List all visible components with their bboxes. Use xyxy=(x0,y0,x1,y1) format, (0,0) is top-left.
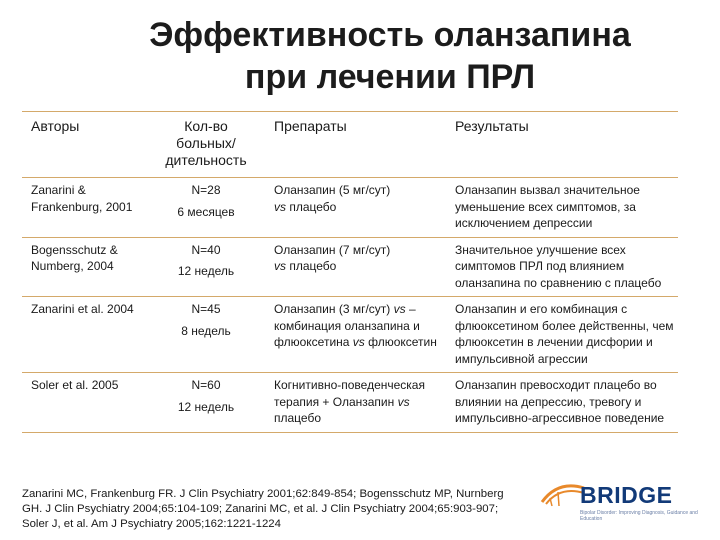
results-table xyxy=(22,111,678,433)
header-authors: Авторы xyxy=(31,118,80,134)
header-results: Результаты xyxy=(455,118,529,134)
cell-duration: 8 недель xyxy=(181,323,231,338)
cell-n: N=60 xyxy=(191,378,221,392)
cell-patients xyxy=(147,377,265,427)
drugs-text: плацебо xyxy=(286,199,337,214)
cell-duration: 12 недель xyxy=(177,264,235,278)
drugs-vs: vs xyxy=(274,199,286,214)
header-patients-line2: больных/ xyxy=(176,135,236,151)
cell-duration: 12 недель xyxy=(177,399,235,414)
drugs-text: флюоксетин xyxy=(364,335,437,349)
cell-drugs xyxy=(265,242,446,292)
bridge-logo-word: BRIDGE xyxy=(580,482,673,508)
cell-results: Значительное улучшение всех симптомов ПРЛ под влиянием оланзапина по сравнению с плацебо xyxy=(455,242,662,290)
drugs-vs: vs xyxy=(397,394,410,409)
cell-drugs xyxy=(265,377,446,427)
cell-results: Оланзапин превосходит плацебо во влиянии на депрессию, тревогу и импульсивно-агрессивное поведение xyxy=(455,378,665,425)
cell-n: N=45 xyxy=(191,302,221,316)
cell-patients xyxy=(147,182,265,232)
drugs-text: плацебо xyxy=(274,411,321,425)
drugs-text: Оланзапин (7 мг/сут) xyxy=(274,242,391,257)
slide-title-line2: при лечении ПРЛ xyxy=(244,58,536,96)
drugs-vs: vs xyxy=(393,302,406,316)
drugs-vs: vs xyxy=(274,259,286,273)
header-patients-line3: дительность xyxy=(165,152,247,168)
slide-title xyxy=(90,14,690,98)
cell-patients xyxy=(147,301,265,367)
table-row xyxy=(22,178,678,238)
cell-results: Оланзапин и его комбинация с флюоксетином более действенны, чем флюоксетин в лечении дисфории и импульсивной агрессии xyxy=(455,302,674,366)
drugs-text: Когнитивно-поведенческая терапия + Оланзапин xyxy=(274,378,425,409)
cell-drugs xyxy=(265,182,446,232)
bridge-logo-subtitle: Bipolar Disorder: Improving Diagnosis, Guidance and Education xyxy=(580,510,698,522)
table-row xyxy=(22,238,678,298)
cell-drugs xyxy=(265,301,446,367)
cell-authors: Zanarini et al. 2004 xyxy=(31,302,134,316)
cell-n: N=28 xyxy=(191,183,221,197)
cell-authors: Zanarini & Frankenburg, 2001 xyxy=(31,183,133,214)
cell-authors: Soler et al. 2005 xyxy=(31,378,119,392)
drugs-vs: vs xyxy=(352,335,365,349)
table-header-row xyxy=(22,112,678,178)
cell-results: Оланзапин вызвал значительное уменьшение всех симптомов, за исключением депрессии xyxy=(455,183,640,230)
drugs-text: плацебо xyxy=(286,259,337,273)
drugs-text: Оланзапин (5 мг/сут) xyxy=(274,183,391,197)
drugs-text: – комбинация оланзапина и флюоксетина xyxy=(274,302,420,349)
references-footnote: Zanarini MC, Frankenburg FR. J Clin Psychiatry 2001;62:849-854; Bogensschutz MP, Nurnberg GH. J Clin Psychiatry 2004;65:104-109; Zanarini MC, et al. J Clin Psychiatry 2004;65:903-907; Soler J, et al. Am J Psychiatry 2005;162:1221-1224 xyxy=(22,488,504,530)
table-row xyxy=(22,373,678,433)
drugs-text: Оланзапин (3 мг/сут) xyxy=(274,302,394,316)
slide-title-line1: Эффективность оланзапина xyxy=(149,16,631,54)
header-drugs: Препараты xyxy=(274,118,347,134)
cell-n: N=40 xyxy=(191,242,221,257)
cell-duration: 6 месяцев xyxy=(177,204,235,219)
bridge-logo xyxy=(540,478,710,534)
header-patients-line1: Кол-во xyxy=(184,118,228,134)
cell-patients xyxy=(147,242,265,292)
header-patients xyxy=(147,118,265,169)
cell-authors: Bogensschutz & Numberg, 2004 xyxy=(31,242,118,273)
table-row xyxy=(22,297,678,373)
